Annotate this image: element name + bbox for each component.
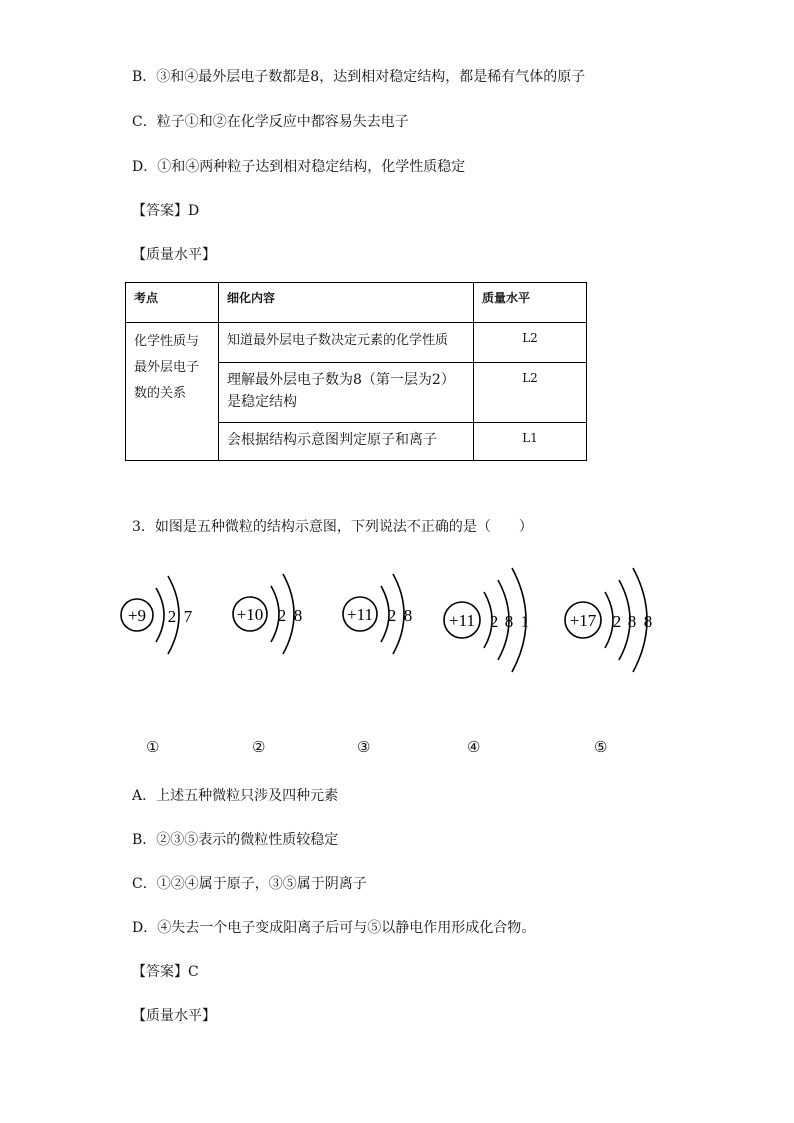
nucleus-charge: +10	[236, 605, 264, 624]
shell-electrons: 8	[293, 606, 303, 625]
quality-level-label-1: 【质量水平】	[132, 247, 216, 263]
option-c: C．①②④属于原子，③⑤属于阴离子	[132, 876, 367, 892]
content-cell	[219, 363, 474, 423]
level-cell: L1	[474, 423, 587, 461]
shell-electrons: 8	[643, 612, 653, 631]
header-level: 质量水平	[474, 283, 587, 323]
option-d: D．④失去一个电子变成阳离子后可与⑤以静电作用形成化合物。	[132, 920, 536, 936]
shell-electrons: 8	[403, 606, 413, 625]
particle-caption-1: ①	[146, 738, 160, 756]
header-content: 细化内容	[219, 283, 474, 323]
particle-diagram-4	[444, 568, 529, 672]
nucleus-charge: +11	[347, 605, 373, 624]
shell-electrons: 7	[183, 607, 193, 626]
shell-electrons: 2	[167, 607, 177, 626]
particle-caption-4: ④	[467, 738, 481, 756]
topic-line: 最外层电子	[134, 360, 200, 375]
answer-1: 【答案】D	[132, 203, 200, 219]
particle-diagram-3	[343, 574, 412, 654]
shell-electrons: 2	[387, 606, 397, 625]
header-topic: 考点	[126, 283, 219, 323]
content-line: 是稳定结构	[227, 394, 297, 410]
previous-option-c: C．粒子①和②在化学反应中都容易失去电子	[132, 114, 409, 130]
shell-electrons: 2	[277, 606, 287, 625]
shell-electrons: 2	[612, 612, 622, 631]
shell-electrons: 1	[520, 612, 530, 631]
topic-cell	[126, 323, 219, 461]
table-header-row	[126, 283, 587, 323]
particle-diagram-2	[233, 574, 302, 654]
level-cell: L2	[474, 323, 587, 363]
particle-diagram-5	[565, 568, 652, 672]
shell-electrons: 8	[627, 612, 637, 631]
content-cell: 会根据结构示意图判定原子和离子	[219, 423, 474, 461]
particle-caption-5: ⑤	[594, 738, 608, 756]
nucleus-charge: +9	[127, 606, 147, 625]
shell-electrons: 2	[489, 612, 499, 631]
nucleus-charge: +11	[449, 611, 475, 630]
particle-caption-3: ③	[357, 738, 371, 756]
level-cell: L2	[474, 363, 587, 423]
question-3: 3．如图是五种微粒的结构示意图，下列说法不正确的是（ ）	[132, 519, 533, 535]
topic-line: 化学性质与	[134, 334, 200, 349]
answer-2: 【答案】C	[132, 964, 199, 980]
quality-level-table	[125, 282, 587, 461]
content-cell: 知道最外层电子数决定元素的化学性质	[219, 323, 474, 363]
option-a: A．上述五种微粒只涉及四种元素	[132, 788, 339, 804]
previous-option-b: B．③和④最外层电子数都是8，达到相对稳定结构，都是稀有气体的原子	[132, 69, 586, 85]
quality-level-label-2: 【质量水平】	[132, 1008, 216, 1024]
option-b: B．②③⑤表示的微粒性质较稳定	[132, 832, 339, 848]
table-row	[126, 323, 587, 363]
previous-option-d: D．①和④两种粒子达到相对稳定结构，化学性质稳定	[132, 159, 466, 175]
content-line: 理解最外层电子数为8（第一层为2）	[227, 372, 455, 388]
particle-caption-2: ②	[252, 738, 266, 756]
shell-electrons: 8	[504, 612, 514, 631]
nucleus-charge: +17	[569, 611, 597, 630]
topic-line: 数的关系	[134, 386, 187, 401]
particle-diagram-1	[121, 576, 193, 654]
particle-structure-diagrams	[110, 560, 670, 690]
